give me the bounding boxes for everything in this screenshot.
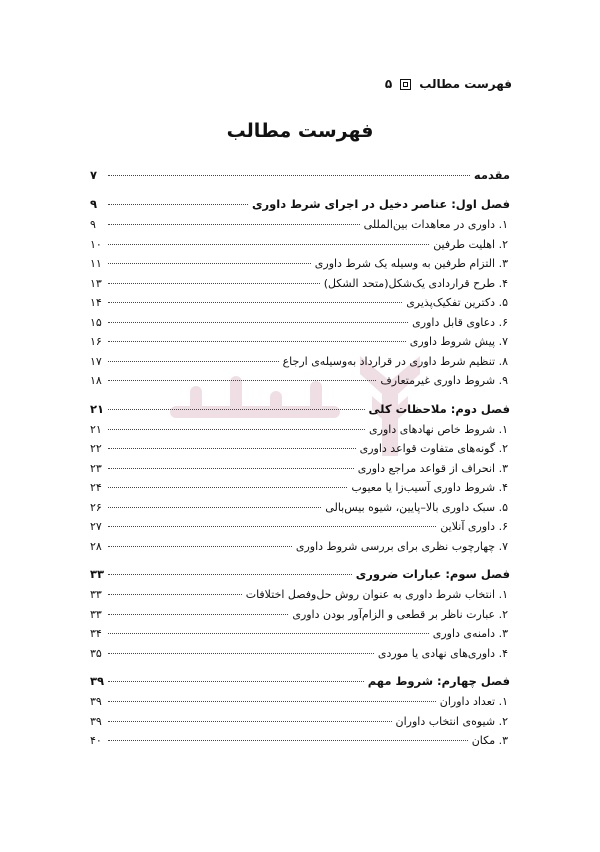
running-head <box>385 77 512 91</box>
toc-entry-row <box>90 215 510 235</box>
toc-entry-page: ۱۱ <box>90 257 102 270</box>
dot-leader <box>108 175 470 176</box>
toc-chapter-title: فصل چهارم: شروط مهم <box>367 674 510 688</box>
toc-entry-row <box>90 420 510 440</box>
dot-leader <box>108 224 360 225</box>
toc-entry-row <box>90 254 510 274</box>
toc-entry-page: ۱۵ <box>90 315 102 329</box>
dot-leader <box>108 341 406 342</box>
toc-chapter <box>90 399 510 557</box>
dot-leader <box>108 448 356 449</box>
running-head-title: فهرست مطالب <box>419 77 512 91</box>
toc-chapter-page: ۳۳ <box>90 567 105 581</box>
toc-entry-page: ۳۴ <box>90 627 102 640</box>
toc-chapter-row <box>90 564 510 585</box>
toc-entry-title: ۹. شروط داوری غیرمتعارف <box>380 374 508 387</box>
toc-entry-row <box>90 731 510 751</box>
toc-entry-title: ۱. تعداد داوران <box>439 695 508 708</box>
dot-leader <box>108 701 436 702</box>
toc-chapter-page: ۳۹ <box>90 674 105 688</box>
toc-entry-page: ۳۹ <box>90 714 102 728</box>
toc-entry-title: ۷. پیش شروط داوری <box>409 335 508 348</box>
toc-entry-page: ۴۰ <box>90 734 102 747</box>
toc-entry-row <box>90 293 510 313</box>
dot-leader <box>108 361 279 362</box>
toc-entry-title: ۳. التزام طرفین به وسیله یک شرط داوری <box>314 257 508 270</box>
dot-leader <box>108 409 365 410</box>
dot-leader <box>108 263 311 264</box>
toc-entry-row <box>90 332 510 352</box>
toc-entry-title: ۸. تنظیم شرط داوری در قرارداد به‌وسیله‌ی ارجاع <box>282 354 508 368</box>
toc-entry-title: ۳. مکان <box>471 734 508 747</box>
toc-entry-page: ۱۰ <box>90 237 102 251</box>
dot-leader <box>108 507 321 508</box>
toc-entry-row <box>90 644 510 664</box>
toc-entry-row <box>90 605 510 625</box>
toc-entry-row <box>90 459 510 479</box>
dot-leader <box>108 653 374 654</box>
toc-entry-row <box>90 498 510 518</box>
toc-entry-title: ۱. انتخاب شرط داوری به عنوان روش حل‌وفصل اختلافات <box>245 588 508 601</box>
toc-entry-title: ۶. دعاوی قابل داوری <box>412 315 508 329</box>
toc-entry-row <box>90 371 510 391</box>
toc-entry-page: ۱۶ <box>90 335 102 348</box>
toc-entry-row <box>90 537 510 557</box>
page-title: فهرست مطالب <box>226 120 374 142</box>
toc-entry-page: ۱۷ <box>90 354 102 368</box>
toc-entry-page: ۲۱ <box>90 422 102 436</box>
toc-chapter-title: فصل دوم: ملاحظات کلی <box>368 401 510 416</box>
dot-leader <box>108 204 248 205</box>
toc-chapter-page: ۹ <box>90 197 98 211</box>
toc-entry-page: ۲۲ <box>90 442 102 455</box>
toc-entry-row <box>90 712 510 732</box>
dot-leader <box>108 322 408 323</box>
toc-entry-row <box>90 478 510 498</box>
toc-entry-page: ۳۹ <box>90 695 102 708</box>
toc-entry-row <box>90 585 510 605</box>
toc-chapter <box>90 194 510 391</box>
toc-entry-title: ۷. چهارچوب نظری برای بررسی شروط داوری <box>295 539 508 553</box>
dot-leader <box>108 487 347 488</box>
dot-leader <box>108 283 320 284</box>
toc-chapter-row <box>90 165 510 186</box>
dot-leader <box>108 681 364 682</box>
toc-entry-row <box>90 517 510 537</box>
toc-entry-title: ۵. سبک داوری بالا–پایین، شیوه بیس‌بالی <box>325 500 508 514</box>
toc-entry-page: ۱۳ <box>90 276 102 290</box>
toc-entry-row <box>90 313 510 333</box>
toc-entry-row <box>90 274 510 294</box>
toc-entry-page: ۱۸ <box>90 374 102 387</box>
toc-entry-title: ۵. دکترین تفکیک‌پذیری <box>406 296 508 309</box>
toc-entry-title: ۱. شروط خاص نهادهای داوری <box>369 422 508 436</box>
dot-leader <box>108 302 402 303</box>
square-icon <box>400 79 411 90</box>
toc-entry-page: ۳۵ <box>90 646 102 660</box>
toc-entry-page: ۳۳ <box>90 607 102 621</box>
toc-entry-title: ۶. داوری آنلاین <box>440 520 508 533</box>
toc-entry-title: ۴. طرح قراردادی یک‌شکل(متحد الشکل) <box>323 276 508 290</box>
toc-entry-row <box>90 624 510 644</box>
dot-leader <box>108 574 352 575</box>
toc-chapter <box>90 165 510 186</box>
dot-leader <box>108 526 436 527</box>
dot-leader <box>108 468 354 469</box>
dot-leader <box>108 721 392 722</box>
toc-entry-title: ۳. دامنه‌ی داوری <box>432 627 508 640</box>
dot-leader <box>108 594 242 595</box>
toc-entry-page: ۲۴ <box>90 481 102 494</box>
toc-chapter <box>90 671 510 751</box>
table-of-contents <box>90 165 510 759</box>
toc-chapter-title: فصل اول: عناصر دخیل در اجرای شرط داوری <box>251 197 510 211</box>
toc-chapter-row <box>90 399 510 420</box>
toc-chapter-page: ۷ <box>90 168 98 182</box>
dot-leader <box>108 614 288 615</box>
toc-entry-row <box>90 352 510 372</box>
dot-leader <box>108 380 376 381</box>
dot-leader <box>108 633 429 634</box>
toc-entry-title: ۴. داوری‌های نهادی یا موردی <box>377 646 508 660</box>
toc-chapter-title: مقدمه <box>473 168 510 182</box>
toc-entry-page: ۲۸ <box>90 539 102 553</box>
toc-entry-page: ۳۳ <box>90 588 102 601</box>
toc-entry-title: ۴. شروط داوری آسیب‌زا یا معیوب <box>351 481 508 494</box>
toc-entry-row <box>90 439 510 459</box>
toc-chapter-page: ۲۱ <box>90 401 105 416</box>
dot-leader <box>108 244 429 245</box>
dot-leader <box>108 740 468 741</box>
toc-entry-page: ۲۶ <box>90 500 102 514</box>
dot-leader <box>108 429 365 430</box>
toc-entry-title: ۲. گونه‌های متفاوت قواعد داوری <box>359 442 508 455</box>
toc-entry-title: ۳. انحراف از قواعد مراجع داوری <box>357 461 508 475</box>
toc-chapter-row <box>90 194 510 215</box>
toc-chapter <box>90 564 510 663</box>
toc-entry-title: ۲. اهلیت طرفین <box>433 237 508 251</box>
toc-entry-title: ۲. عبارت ناظر بر قطعی و الزام‌آور بودن داوری <box>292 607 508 621</box>
toc-entry-row <box>90 692 510 712</box>
toc-entry-page: ۹ <box>90 218 96 231</box>
toc-entry-page: ۱۴ <box>90 296 102 309</box>
toc-entry-title: ۱. داوری در معاهدات بین‌المللی <box>363 218 508 231</box>
toc-entry-title: ۲. شیوه‌ی انتخاب داوران <box>395 714 508 728</box>
running-head-page: ۵ <box>384 77 393 91</box>
toc-chapter-row <box>90 671 510 692</box>
dot-leader <box>108 546 292 547</box>
toc-entry-page: ۲۳ <box>90 461 102 475</box>
toc-entry-row <box>90 235 510 255</box>
toc-chapter-title: فصل سوم: عبارات ضروری <box>355 567 510 581</box>
toc-entry-page: ۲۷ <box>90 520 102 533</box>
